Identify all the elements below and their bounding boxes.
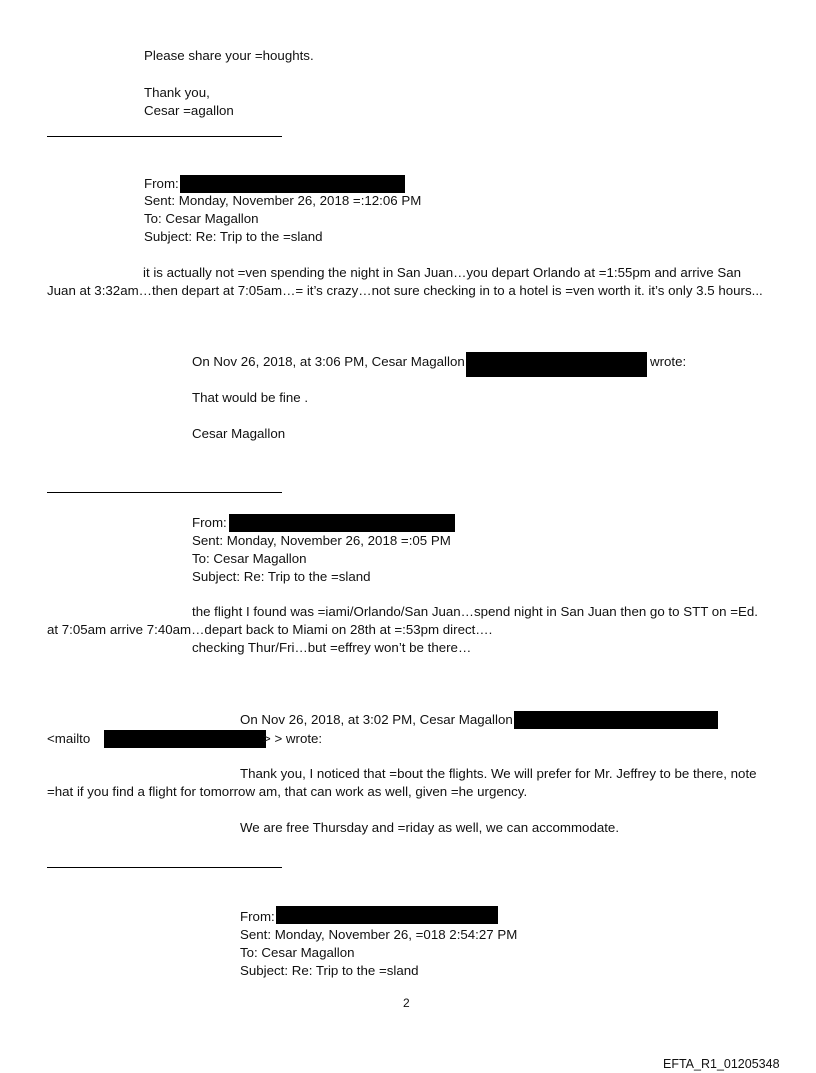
email-from-label: From: xyxy=(192,515,227,530)
email-subject: Subject: Re: Trip to the =sland xyxy=(240,963,419,978)
redaction-bar xyxy=(104,730,266,748)
email-sent: Sent: Monday, November 26, =018 2:54:27 PM xyxy=(240,927,518,942)
quoted-signature: Cesar Magallon xyxy=(192,426,286,441)
quoted-wrote: wrote: xyxy=(650,354,687,369)
redaction-bar xyxy=(276,906,498,924)
email-from-label: From: xyxy=(144,176,179,191)
email-body-line: Juan at 3:32am…then depart at 7:05am…= it’s crazy…not sure checking in to a hotel is =ven worth it. it’s only 3.5 hours... xyxy=(47,283,763,298)
page-number: 2 xyxy=(403,996,410,1010)
email-body-line: it is actually not =ven spending the night in San Juan…you depart Orlando at =1:55pm and arrive San xyxy=(143,265,742,280)
email-body-line: the flight I found was =iami/Orlando/San Juan…spend night in San Juan then go to STT on =Ed. xyxy=(192,604,758,619)
quoted-message: That would be fine . xyxy=(192,390,309,405)
separator-line xyxy=(47,867,282,868)
quoted-header: On Nov 26, 2018, at 3:06 PM, Cesar Magallon xyxy=(192,354,465,369)
email-from-label: From: xyxy=(240,909,275,924)
redaction-bar xyxy=(229,514,455,532)
email-to: To: Cesar Magallon xyxy=(144,211,259,226)
quoted-body-line: note =hat if you find a flight for tomorrow am, that can work as well, given =he urgency. xyxy=(47,766,757,799)
email-sent: Sent: Monday, November 26, 2018 =:05 PM xyxy=(192,533,451,548)
quoted-body-line: Thank you, I noticed that =bout the flights. We will prefer for Mr. Jeffrey to be there, xyxy=(240,766,727,781)
closing-request: Please share your =houghts. xyxy=(144,48,314,63)
quoted-header: On Nov 26, 2018, at 3:02 PM, Cesar Magallon xyxy=(240,712,513,727)
separator-line xyxy=(47,492,282,493)
quoted-body xyxy=(47,765,767,801)
redaction-bar xyxy=(514,711,718,729)
redaction-bar xyxy=(466,352,647,377)
quoted-wrote: > > wrote: xyxy=(263,731,323,746)
signature: Cesar =agallon xyxy=(144,103,234,118)
email-subject: Subject: Re: Trip to the =sland xyxy=(144,229,323,244)
closing-thanks: Thank you, xyxy=(144,85,210,100)
quoted-mailto: <mailto xyxy=(47,731,91,746)
email-to: To: Cesar Magallon xyxy=(240,945,355,960)
quoted-body-line: We are free Thursday and =riday as well, we can accommodate. xyxy=(240,820,620,835)
email-body-line: checking Thur/Fri…but =effrey won’t be there… xyxy=(192,640,472,655)
email-body xyxy=(47,264,767,300)
bates-number: EFTA_R1_01205348 xyxy=(663,1057,780,1071)
email-subject: Subject: Re: Trip to the =sland xyxy=(192,569,371,584)
email-body-line: at 7:05am arrive 7:40am…depart back to Miami on 28th at =:53pm direct…. xyxy=(47,622,493,637)
separator-line xyxy=(47,136,282,137)
redaction-bar xyxy=(180,175,405,193)
email-sent: Sent: Monday, November 26, 2018 =:12:06 PM xyxy=(144,193,422,208)
email-to: To: Cesar Magallon xyxy=(192,551,307,566)
